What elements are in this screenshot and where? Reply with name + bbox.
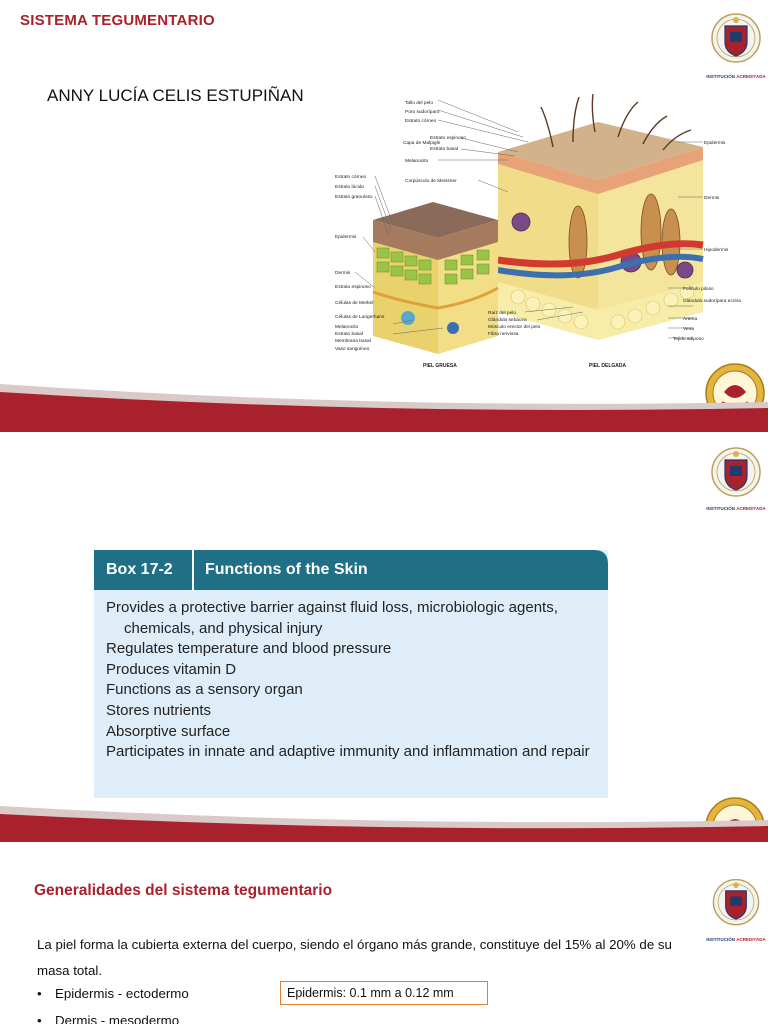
diagram-label: Melanocito	[335, 325, 359, 330]
diagram-label: Epidermis	[335, 235, 357, 240]
diagram-label: Dermis	[335, 271, 351, 276]
diagram-label: Vena	[683, 327, 694, 332]
diagram-label: Músculo erector del pelo	[488, 325, 541, 330]
diagram-label: Estrato basal	[430, 147, 458, 152]
diagram-label: Tejido adiposo	[673, 337, 704, 342]
diagram-label: Hipodermis	[704, 248, 729, 253]
diagram-label: Estrato espinoso	[430, 136, 466, 141]
bullet-epidermis: • Epidermis - ectodermo	[37, 986, 189, 1001]
diagram-label: Tallo del pelo	[405, 101, 434, 106]
diagram-label: Capa de Malpighi	[403, 141, 441, 146]
diagram-label: Poro sudoríparo	[405, 110, 440, 115]
university-crest-icon	[709, 440, 763, 508]
diagram-caption-thin: PIEL DELGADA	[589, 363, 627, 369]
list-item: Provides a protective barrier against fluid loss, microbiologic agents, chemicals, and physical injury	[106, 599, 558, 637]
diagram-label: Estrato córneo	[405, 119, 437, 124]
crest-caption: INSTITUCIÓN ACREDITADA	[706, 74, 766, 79]
box-number: Box 17-2	[106, 561, 173, 578]
slide-1	[0, 0, 768, 432]
slide-2	[0, 432, 768, 842]
diagram-label: Estrato granuloso	[335, 195, 373, 200]
skin-anatomy-diagram	[333, 92, 743, 374]
diagram-label: Células de Langerhans	[335, 315, 385, 320]
list-item: Stores nutrients	[106, 701, 212, 719]
slide-1-footer-swoosh	[0, 380, 768, 432]
diagram-label: Arteria	[683, 317, 698, 322]
list-item: Produces vitamin D	[106, 660, 237, 678]
university-crest-icon	[709, 872, 763, 940]
diagram-label: Corpúsculo de Meissner	[405, 179, 457, 184]
list-item: Participates in innate and adaptive immunity and inflammation and repair	[106, 743, 590, 761]
list-item: Regulates temperature and blood pressure	[106, 640, 392, 658]
diagram-label: Estrato basal	[335, 332, 363, 337]
slide-3-title: Generalidades del sistema tegumentario	[34, 882, 333, 899]
diagram-label: Epidermis	[704, 141, 726, 146]
diagram-caption-thick: PIEL GRUESA	[423, 363, 457, 369]
slide-2-footer-swoosh	[0, 804, 768, 842]
diagram-label: Glándula sudorípara ecrina	[683, 299, 741, 304]
epidermis-thickness-callout: Epidermis: 0.1 mm a 0.12 mm	[280, 981, 488, 1005]
list-item: Absorptive surface	[106, 722, 231, 740]
diagram-label: Melanocito	[405, 159, 429, 164]
university-crest-icon	[709, 6, 763, 74]
diagram-label: Membrana basal	[335, 339, 371, 344]
bullet-dermis: • Dermis - mesodermo	[37, 1013, 180, 1024]
diagram-label: Vaso sanguíneo	[335, 347, 370, 352]
diagram-label: Folículo piloso	[683, 287, 714, 292]
diagram-label: Glándula sebácea	[488, 318, 527, 323]
functions-box	[94, 550, 608, 798]
crest-caption: INSTITUCIÓN ACREDITADA	[706, 937, 766, 942]
diagram-label: Estrato lúcido	[335, 185, 365, 190]
diagram-label: Raíz del pelo	[488, 311, 516, 316]
intro-paragraph: La piel forma la cubierta externa del cuerpo, siendo el órgano más grande, constituye del 15% al 20% de su masa total.	[37, 937, 672, 978]
diagram-label: Dermis	[704, 196, 720, 201]
functions-list	[106, 598, 602, 763]
diagram-label: Estrato espinoso	[335, 285, 371, 290]
diagram-label: Estrato córneo	[335, 175, 367, 180]
slide-1-title: SISTEMA TEGUMENTARIO	[20, 12, 215, 29]
slide-3	[0, 842, 768, 1024]
list-item: Functions as a sensory organ	[106, 681, 303, 699]
box-title: Functions of the Skin	[205, 561, 368, 578]
diagram-label: Fibra nerviosa	[488, 332, 519, 337]
diagram-label: Células de Merkel	[335, 301, 374, 306]
crest-caption: INSTITUCIÓN ACREDITADA	[706, 506, 766, 511]
author-name: ANNY LUCÍA CELIS ESTUPIÑAN	[47, 86, 304, 105]
